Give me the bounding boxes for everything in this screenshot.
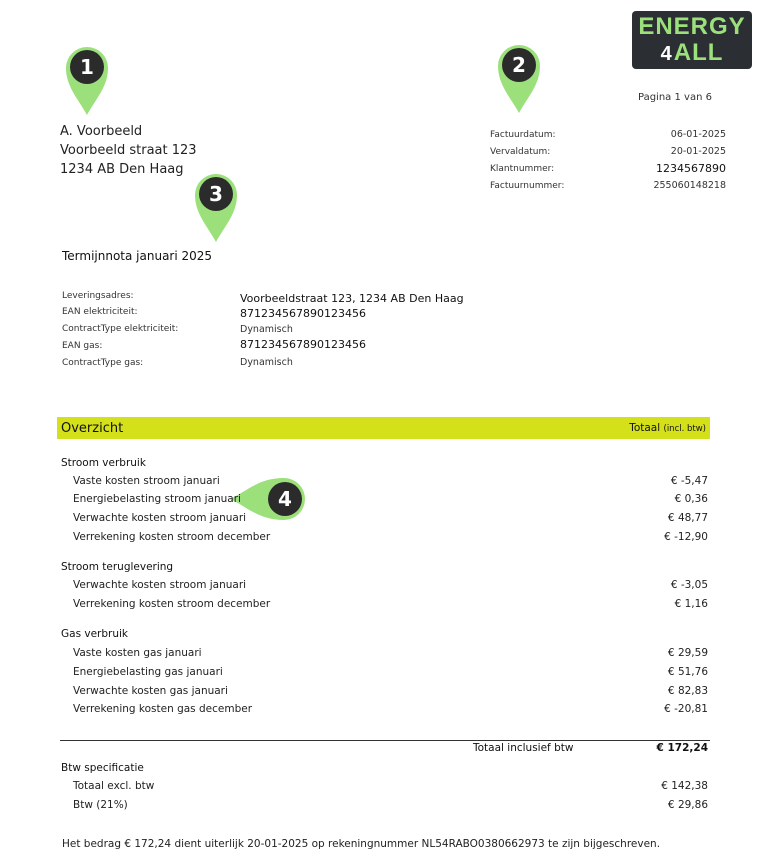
section-title: Gas verbruik — [61, 628, 129, 640]
line-item-amount: € -20,81 — [664, 703, 708, 715]
total-divider — [60, 740, 710, 741]
detail-label: EAN gas: — [62, 341, 103, 351]
line-item-amount: € 82,83 — [667, 685, 708, 697]
vat-row-amount: € 142,38 — [661, 780, 708, 792]
invoice-date-label: Factuurdatum: — [490, 130, 556, 140]
line-item-label: Verrekening kosten stroom december — [73, 531, 271, 543]
line-item-label: Verwachte kosten gas januari — [73, 685, 228, 697]
detail-value: Voorbeeldstraat 123, 1234 AB Den Haag — [240, 292, 464, 305]
grand-total-label: Totaal inclusief btw — [473, 742, 574, 754]
marker-4-label: 4 — [278, 487, 292, 511]
vat-section-title: Btw specificatie — [61, 762, 144, 774]
location-marker-2-icon — [496, 43, 542, 115]
customer-street: Voorbeeld straat 123 — [60, 143, 197, 158]
overview-header-bar — [57, 417, 710, 439]
overview-total-header — [629, 422, 706, 434]
detail-label: EAN elektriciteit: — [62, 307, 138, 317]
overview-total-note: (incl. btw) — [663, 424, 706, 434]
company-logo — [632, 11, 752, 69]
line-item-amount: € -3,05 — [670, 579, 708, 591]
line-item-label: Verrekening kosten gas december — [73, 703, 253, 715]
line-item-label: Energiebelasting gas januari — [73, 666, 223, 678]
vat-row-label: Btw (21%) — [73, 799, 128, 811]
detail-value: 871234567890123456 — [240, 307, 366, 320]
due-date-label: Vervaldatum: — [490, 147, 551, 157]
logo-word: ALL — [673, 39, 724, 66]
line-item-label: Vaste kosten stroom januari — [73, 475, 220, 487]
invoice-number-label: Factuurnummer: — [490, 181, 565, 191]
detail-value: Dynamisch — [240, 357, 293, 368]
marker-3-label: 3 — [209, 182, 223, 206]
detail-value: Dynamisch — [240, 324, 293, 335]
line-item-amount: € 29,59 — [667, 647, 708, 659]
logo-line-2 — [661, 41, 724, 65]
line-item-label: Verwachte kosten stroom januari — [73, 512, 247, 524]
detail-label: ContractType gas: — [62, 358, 144, 368]
section-title: Stroom verbruik — [61, 457, 146, 469]
customer-name: A. Voorbeeld — [60, 124, 143, 139]
detail-value: 871234567890123456 — [240, 338, 366, 351]
line-item-amount: € -12,90 — [664, 531, 708, 543]
line-item-label: Verwachte kosten stroom januari — [73, 579, 247, 591]
marker-2-label: 2 — [512, 53, 526, 77]
line-item-amount: € 0,36 — [674, 493, 708, 505]
line-item-label: Verrekening kosten stroom december — [73, 598, 271, 610]
due-date-value: 20-01-2025 — [670, 146, 726, 157]
line-item-amount: € 48,77 — [667, 512, 708, 524]
detail-label: Leveringsadres: — [62, 291, 134, 301]
payment-notice: Het bedrag € 172,24 dient uiterlijk 20-01-2025 op rekeningnummer NL54RABO0380662973 te zijn bijgeschreven. — [62, 838, 661, 850]
customer-city: 1234 AB Den Haag — [60, 162, 184, 177]
page-indicator: Pagina 1 van 6 — [638, 92, 712, 103]
vat-row-label: Totaal excl. btw — [73, 780, 155, 792]
logo-line-1: ENERGY — [638, 13, 746, 40]
line-item-amount: € -5,47 — [670, 475, 708, 487]
line-item-label: Energiebelasting stroom januari — [73, 493, 241, 505]
line-item-amount: € 51,76 — [667, 666, 708, 678]
location-marker-3-icon — [193, 172, 239, 244]
customer-number-label: Klantnummer: — [490, 164, 555, 174]
marker-1-label: 1 — [80, 55, 94, 79]
line-item-label: Vaste kosten gas januari — [73, 647, 202, 659]
vat-row-amount: € 29,86 — [667, 799, 708, 811]
detail-label: ContractType elektriciteit: — [62, 324, 179, 334]
section-title: Stroom teruglevering — [61, 561, 174, 573]
location-marker-1-icon — [64, 45, 110, 117]
customer-number-value: 1234567890 — [656, 162, 726, 175]
invoice-date-value: 06-01-2025 — [670, 129, 726, 140]
logo-digit: 4 — [660, 43, 673, 65]
overview-heading: Overzicht — [61, 420, 124, 436]
line-item-amount: € 1,16 — [674, 598, 708, 610]
overview-total-label: Totaal — [629, 422, 661, 434]
document-title: Termijnnota januari 2025 — [62, 249, 213, 263]
invoice-number-value: 255060148218 — [653, 180, 726, 191]
grand-total-amount: € 172,24 — [656, 742, 708, 754]
